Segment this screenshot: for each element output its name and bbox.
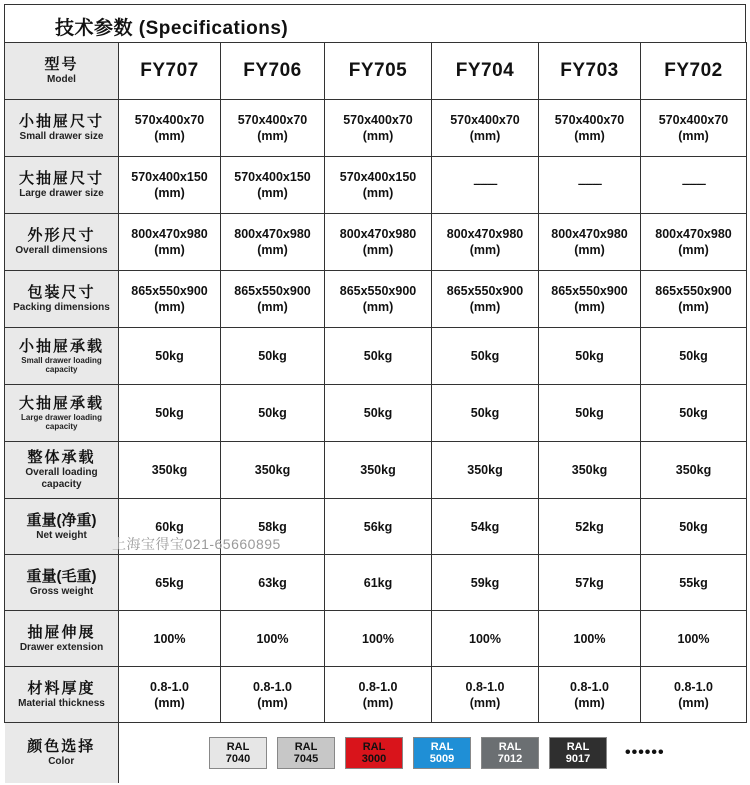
color-swatch-list [119,737,747,769]
swatch-label-code: 7012 [497,752,523,765]
swatch-label-ral: RAL [566,740,590,753]
spec-value-cell [221,328,325,385]
spec-value: 570x400x70 [658,113,729,127]
spec-value: 0.8-1.0 [150,679,189,694]
spec-value-cell [432,100,539,157]
spec-value: 61kg [363,575,393,590]
row-label-model [5,43,119,100]
spec-row [5,667,747,723]
spec-value: (mm) [154,695,185,710]
spec-value: (mm) [678,300,709,314]
swatch-label-code: 5009 [429,752,455,765]
spec-value: (mm) [257,695,288,710]
spec-value-cell [119,611,221,667]
spec-value: 100% [256,631,289,646]
swatch-label-ral: RAL [362,740,386,753]
spec-value-cell [432,442,539,499]
row-label-en: Overall dimensions [15,245,108,256]
row-label [5,611,119,667]
row-label [5,667,119,723]
row-label [5,100,119,157]
row-label-zh: 小抽屉尺寸 [18,113,104,130]
swatch-label-ral: RAL [498,740,522,753]
row-label [5,442,119,499]
spec-value: (mm) [257,186,288,200]
spec-value-cell [641,667,747,723]
spec-value: (mm) [154,300,185,314]
spec-value: 800x470x980 [446,227,524,241]
spec-value-cell [539,271,641,328]
spec-value-cell [539,157,641,214]
spec-value: 570x400x150 [234,170,311,184]
spec-value-cell [325,271,432,328]
spec-value-cell [119,499,221,555]
spec-value-cell [325,385,432,442]
spec-value: 60kg [155,519,184,534]
spec-value: 56kg [363,519,393,534]
spec-value: (mm) [257,300,288,314]
spec-value-cell [432,667,539,723]
color-swatch[interactable] [209,737,267,769]
spec-value-cell [325,328,432,385]
spec-value-cell [221,100,325,157]
not-applicable-dash: ---------- [681,179,706,190]
row-label-en: Net weight [36,529,87,541]
spec-value-cell [325,100,432,157]
title-bar [4,4,746,42]
swatch-label-ral: RAL [226,740,250,753]
spec-value-cell [119,328,221,385]
spec-value-cell [221,385,325,442]
spec-value: 52kg [575,519,604,534]
swatch-label-code: 7045 [293,752,319,765]
spec-value-cell [119,157,221,214]
spec-value: 100% [362,631,394,646]
spec-value-cell [641,611,747,667]
spec-value: 50kg [679,406,708,420]
spec-value-cell [325,555,432,611]
spec-value: 50kg [470,349,500,363]
row-label-zh: 整体承载 [27,449,96,466]
model-header-row [5,43,747,100]
spec-value-cell [539,611,641,667]
row-label [5,385,119,442]
row-label-color [5,723,119,783]
spec-value: 350kg [571,463,608,477]
color-swatch[interactable] [549,737,607,769]
color-swatches-cell [119,723,747,783]
spec-row [5,328,747,385]
row-label-zh: 外形尺寸 [27,227,96,244]
spec-value: 570x400x150 [131,170,208,184]
spec-value-cell [432,328,539,385]
spec-value: (mm) [469,695,501,710]
spec-value: 570x400x70 [134,113,205,127]
spec-value-cell [432,385,539,442]
spec-value-cell [325,157,432,214]
row-label [5,214,119,271]
spec-value-cell [119,271,221,328]
spec-value: (mm) [362,243,394,257]
spec-value-cell [432,555,539,611]
spec-value: (mm) [678,695,709,710]
swatch-label-code: 9017 [565,752,591,765]
spec-value: (mm) [257,243,288,257]
spec-value: 800x470x980 [339,227,417,241]
row-label-en: Drawer extension [19,641,104,653]
spec-value: 50kg [258,349,287,363]
spec-row [5,385,747,442]
spec-value-cell [641,499,747,555]
spec-value: (mm) [574,695,605,710]
spec-value-cell [641,555,747,611]
spec-value: (mm) [154,186,185,200]
model-name: FY702 [641,43,747,100]
swatch-label-ral: RAL [430,740,454,753]
color-selection-row [5,723,747,783]
spec-value: 800x470x980 [234,227,311,241]
spec-value: (mm) [574,129,605,143]
spec-value: 50kg [155,406,184,420]
spec-value: (mm) [257,129,288,143]
spec-value: 0.8-1.0 [358,679,398,694]
spec-value-cell [221,555,325,611]
spec-value-cell [432,499,539,555]
row-label [5,555,119,611]
spec-value: 0.8-1.0 [674,679,713,694]
more-colors-ellipsis: •••••• [625,743,665,761]
spec-value: 58kg [258,519,287,534]
spec-value-cell [119,385,221,442]
spec-value: 350kg [254,463,291,477]
spec-value-cell [221,214,325,271]
spec-value-cell [432,271,539,328]
color-swatch[interactable] [345,737,403,769]
spec-value: 50kg [575,406,604,420]
spec-value: (mm) [362,186,394,200]
spec-value: 100% [153,631,186,646]
spec-value-cell [221,667,325,723]
spec-value-cell [641,328,747,385]
row-label-en: Gross weight [29,585,94,597]
spec-value: (mm) [469,300,501,314]
row-label-zh: 大抽屉承载 [18,395,104,412]
spec-value: (mm) [362,695,394,710]
spec-value: 100% [677,631,710,646]
spec-value: 570x400x150 [339,170,417,184]
row-label-en: Material thickness [18,697,105,709]
spec-row [5,442,747,499]
spec-value-cell [119,100,221,157]
spec-value: (mm) [469,243,501,257]
not-applicable-dash: ---------- [577,179,602,190]
spec-value-cell [119,442,221,499]
spec-value: 865x550x900 [446,284,524,298]
spec-value: 865x550x900 [131,284,208,298]
spec-value-cell [539,667,641,723]
spec-value-cell [221,442,325,499]
model-name: FY707 [119,43,221,100]
spec-value-cell [539,499,641,555]
model-name: FY705 [325,43,432,100]
spec-value: 65kg [155,575,184,590]
spec-value-cell [432,157,539,214]
spec-value: 0.8-1.0 [253,679,292,694]
row-label [5,499,119,555]
swatch-label-code: 7040 [225,752,251,765]
row-label [5,271,119,328]
spec-value-cell [539,328,641,385]
row-label [5,328,119,385]
spec-row [5,611,747,667]
row-label-zh: 颜色选择 [27,737,96,755]
spec-row [5,100,747,157]
spec-value-cell [432,611,539,667]
spec-value-cell [641,100,747,157]
spec-value-cell [641,214,747,271]
model-name: FY704 [432,43,539,100]
spec-value: 350kg [151,463,188,477]
spec-value-cell [119,555,221,611]
spec-value: 570x400x70 [237,113,308,127]
spec-value-cell [325,214,432,271]
row-label-zh: 抽屉伸展 [27,623,96,641]
spec-value: 63kg [258,575,287,590]
spec-value: 59kg [470,575,500,590]
spec-value: 570x400x70 [343,113,413,127]
spec-value: 350kg [360,463,396,477]
spec-value: 0.8-1.0 [570,679,609,694]
row-label-en: Small drawer loading capacity [21,356,102,374]
spec-value-cell [641,271,747,328]
row-label-zh: 小抽屉承载 [18,338,104,355]
spec-value-cell [539,100,641,157]
row-label-zh: 包装尺寸 [27,284,96,301]
spec-value: (mm) [362,300,394,314]
color-swatch[interactable] [277,737,335,769]
spec-value-cell [119,667,221,723]
spec-value: 57kg [575,575,604,590]
spec-value: 570x400x70 [450,113,520,127]
spec-value: 0.8-1.0 [465,679,505,694]
spec-value: 50kg [679,349,708,363]
spec-value: (mm) [678,243,709,257]
row-label-en: Color [48,755,75,767]
spec-value-cell [539,442,641,499]
spec-value: 800x470x980 [551,227,628,241]
spec-value: 50kg [258,406,287,420]
spec-value: 50kg [470,406,500,420]
watermark: 上海宝得宝021-65660895 [112,536,281,552]
swatch-label-ral: RAL [294,740,318,753]
spec-value-cell [432,214,539,271]
spec-row [5,555,747,611]
spec-value: 865x550x900 [234,284,311,298]
swatch-label-code: 3000 [361,752,387,765]
spec-row [5,157,747,214]
spec-value: 865x550x900 [551,284,628,298]
spec-value: 570x400x70 [554,113,625,127]
spec-value: 50kg [679,519,708,534]
spec-value: (mm) [154,129,185,143]
row-label-zh: 重量(毛重) [26,567,97,585]
spec-value: (mm) [574,300,605,314]
row-label-zh: 重量(净重) [26,511,97,529]
spec-value: 100% [469,631,501,646]
spec-row [5,214,747,271]
spec-value-cell [325,611,432,667]
spec-value-cell [641,385,747,442]
spec-value: (mm) [154,243,185,257]
spec-value-cell [221,499,325,555]
spec-value-cell [221,611,325,667]
spec-value: 865x550x900 [655,284,732,298]
spec-row [5,271,747,328]
spec-value: 800x470x980 [131,227,208,241]
model-name: FY706 [221,43,325,100]
spec-value: (mm) [574,243,605,257]
spec-value-cell [325,499,432,555]
spec-value-cell [119,214,221,271]
spec-value: 800x470x980 [655,227,732,241]
spec-value: 350kg [467,463,503,477]
spec-value-cell [641,157,747,214]
row-label-en: Small drawer size [19,131,104,142]
spec-row [5,499,747,555]
page-title: 技术参数 (Specifications) [55,18,289,39]
row-label-en: Large drawer size [19,188,104,199]
color-swatch[interactable] [413,737,471,769]
row-label-zh: 大抽屉尺寸 [18,170,104,187]
spec-value: 55kg [679,575,708,590]
spec-value: 50kg [155,349,184,363]
spec-value: (mm) [678,129,709,143]
color-swatch[interactable] [481,737,539,769]
spec-value-cell [539,214,641,271]
spec-value: 50kg [363,406,393,420]
spec-value-cell [325,667,432,723]
row-label-en: Large drawer loading capacity [21,413,102,431]
row-label-zh: 型号 [44,56,79,73]
row-label-zh: 材料厚度 [27,679,96,697]
model-name: FY703 [539,43,641,100]
specifications-table [4,42,747,783]
row-label-en: Overall loading capacity [25,467,98,490]
spec-value-cell [221,157,325,214]
spec-value-cell [539,385,641,442]
not-applicable-dash: ---------- [473,179,497,190]
spec-value: 350kg [675,463,712,477]
spec-value-cell [221,271,325,328]
spec-value: (mm) [469,129,501,143]
spec-value: 100% [573,631,606,646]
spec-value: 54kg [470,519,500,534]
spec-value-cell [641,442,747,499]
row-label [5,157,119,214]
spec-value: (mm) [362,129,394,143]
spec-value-cell [539,555,641,611]
spec-value: 50kg [363,349,393,363]
row-label-en: Model [47,74,76,85]
spec-value: 50kg [575,349,604,363]
row-label-en: Packing dimensions [13,302,110,313]
spec-value-cell [325,442,432,499]
spec-value: 865x550x900 [339,284,417,298]
